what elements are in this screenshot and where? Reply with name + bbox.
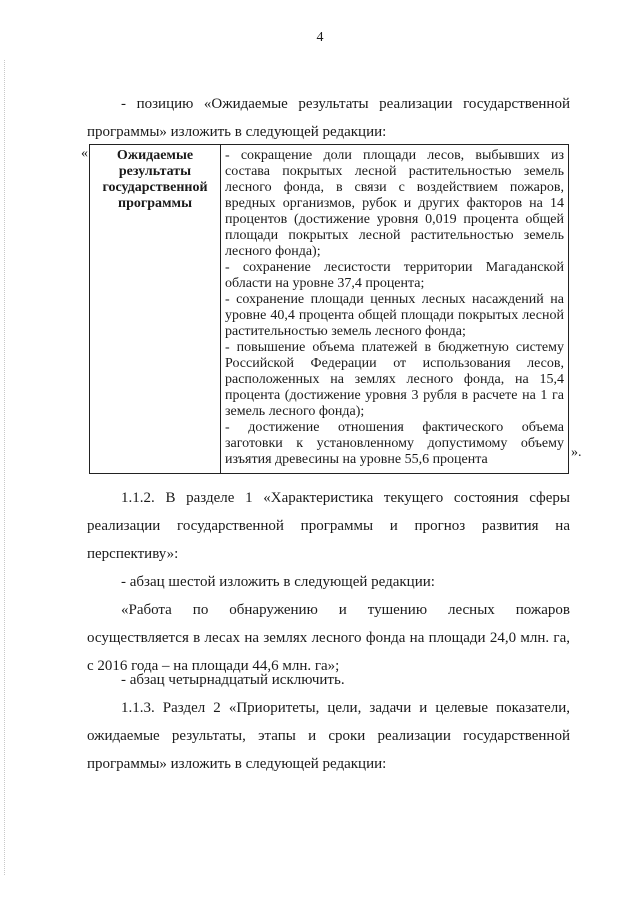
table-open-quote: « xyxy=(81,146,88,161)
result-item: - достижение отношения фактического объема заготовки к установленному допустимому объему изъятия древесины на уровне 55,6 процента xyxy=(225,420,564,467)
intro-paragraph: - позицию «Ожидаемые результаты реализации государственной программы» изложить в следующей редакции: xyxy=(87,96,570,140)
section-1-1-3-paragraph: 1.1.3. Раздел 2 «Приоритеты, цели, задачи и целевые показатели, ожидаемые результаты, этапы и сроки реализации государственной программы» изложить в следующей редакции: xyxy=(87,700,570,772)
page-number: 4 xyxy=(316,30,324,45)
table-content-cell xyxy=(221,145,569,474)
table-close-quote: ». xyxy=(571,445,582,460)
table-label-cell: Ожидаемые результаты государственной программы xyxy=(90,145,221,474)
expected-results-table xyxy=(89,144,569,474)
result-item: - повышение объема платежей в бюджетную систему Российской Федерации от использования лесов, расположенных на землях лесного фонда, на 15,4 процента (достижение уровня 3 рубля в расчете на 1 га земель лесного фонда); xyxy=(225,340,564,419)
section-1-1-2-paragraph: 1.1.2. В разделе 1 «Характеристика текущего состояния сферы реализации государственной программы и прогноз развития на перспективу»: xyxy=(87,490,570,562)
paragraph-six-instruction: - абзац шестой изложить в следующей редакции: xyxy=(121,574,435,590)
result-item: - сохранение лесистости территории Магаданской области на уровне 37,4 процента; xyxy=(225,260,564,291)
result-item: - сохранение площади ценных лесных насаждений на уровне 40,4 процента общей площади покрытых лесной растительностью земель лесного фонда; xyxy=(225,292,564,339)
paragraph-fourteen-instruction: - абзац четырнадцатый исключить. xyxy=(121,672,345,688)
scan-edge xyxy=(4,60,6,875)
fire-fighting-paragraph: «Работа по обнаружению и тушению лесных пожаров осуществляется в лесах на землях лесного фонда на площади 24,0 млн. га, с 2016 года – на площади 44,6 млн. га»; xyxy=(87,602,570,674)
result-item: - сокращение доли площади лесов, выбывших из состава покрытых лесной растительностью земель лесного фонда, в связи с воздействием пожаров, вредных организмов, рубок и других факторов на 14 процентов (достижение уровня 0,019 процента общей площади покрытых лесной растительностью земель лесного фонда); xyxy=(225,148,564,259)
